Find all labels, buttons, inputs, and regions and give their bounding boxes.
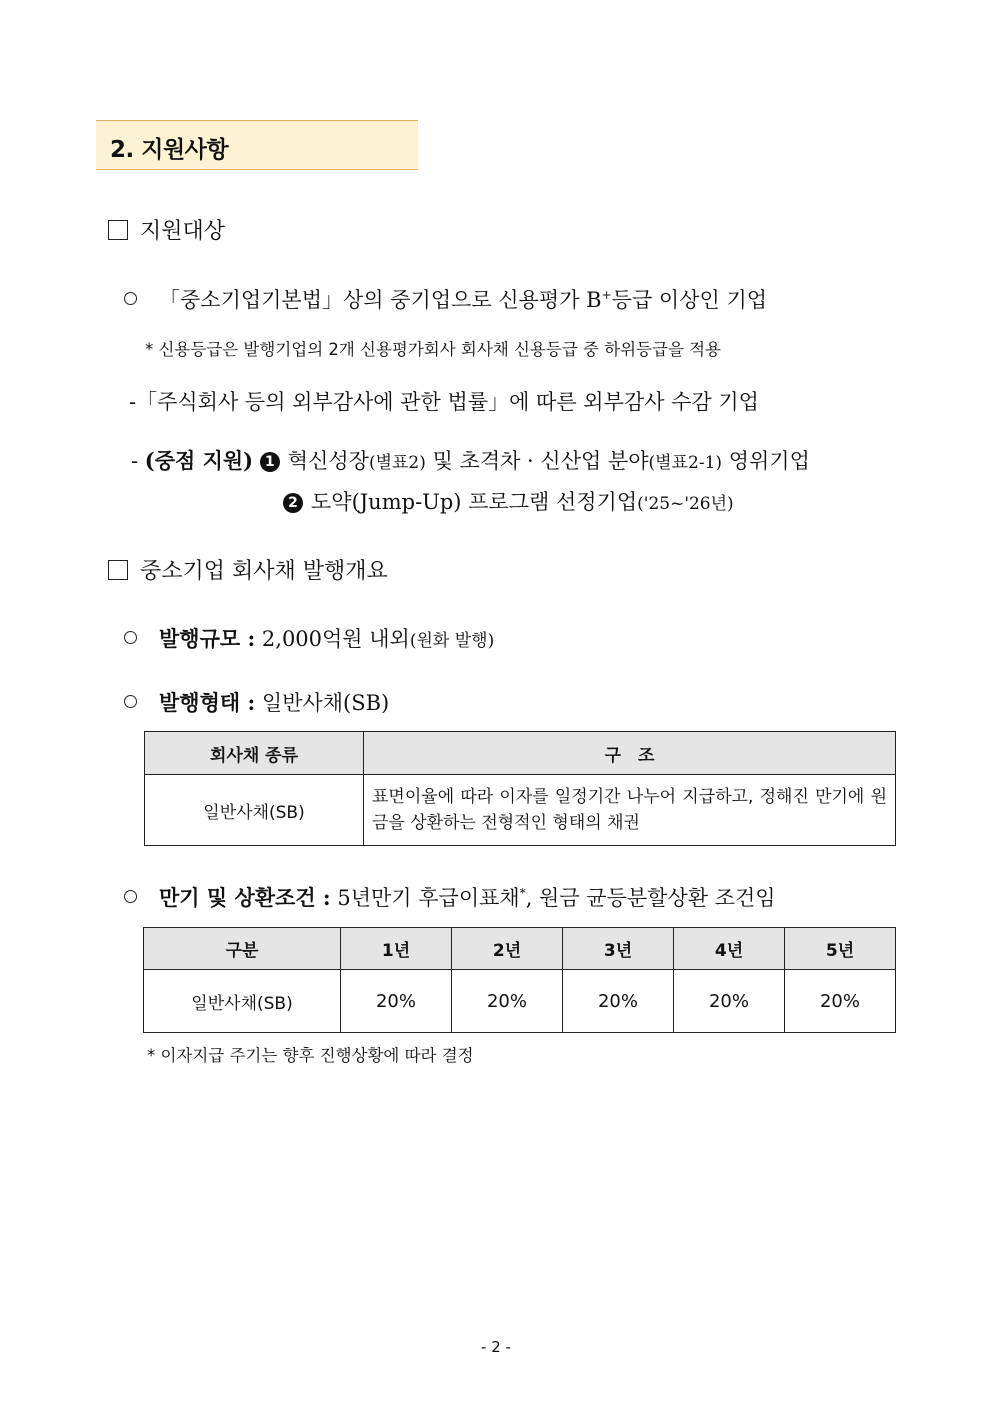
table-header: 구 조 <box>364 732 896 775</box>
circle-bullet-icon <box>124 890 137 903</box>
table-header: 회사채 종류 <box>145 732 364 775</box>
maturity-terms <box>124 882 776 912</box>
number-2-icon: 2 <box>283 493 303 513</box>
table-header: 4년 <box>674 928 785 970</box>
issue-form <box>124 687 389 717</box>
table-cell: 20% <box>452 970 563 1033</box>
table-header: 구분 <box>144 928 341 970</box>
number-1-icon: 1 <box>260 452 280 472</box>
interest-note: * 이자지급 주기는 향후 진행상황에 따라 결정 <box>147 1046 474 1065</box>
target-line-1-text: 「중소기업기본법」상의 중기업으로 신용평가 B <box>159 288 602 312</box>
target-line-1-tail: 등급 이상인 기업 <box>611 288 768 312</box>
issue-form-label: 발행형태 : <box>159 690 256 715</box>
dash: - <box>131 449 145 473</box>
issue-currency: (원화 발행) <box>409 631 495 651</box>
table-header: 2년 <box>452 928 563 970</box>
issue-form-value: 일반사채(SB) <box>261 691 390 715</box>
issue-scale <box>124 623 494 653</box>
table-cell: 일반사채(SB) <box>144 970 341 1033</box>
target-heading <box>108 214 225 245</box>
table-header: 3년 <box>563 928 674 970</box>
priority-support-label: (중점 지원) <box>144 448 254 473</box>
table-row <box>144 970 896 1033</box>
target-line-4 <box>283 486 734 516</box>
circle-bullet-icon <box>124 631 137 644</box>
maturity-value: 5년만기 후급이표채 <box>337 886 520 910</box>
appendix-2-1: (별표2-1) <box>648 453 723 473</box>
repayment-schedule-table <box>143 927 896 1033</box>
super-gap-industry: 및 초격차 · 신산업 분야 <box>425 449 649 473</box>
jump-up-program: 도약(Jump-Up) 프로그램 선정기업 <box>311 490 638 514</box>
table-cell: 20% <box>674 970 785 1033</box>
target-line-1 <box>124 284 767 314</box>
overview-heading <box>108 554 388 585</box>
overview-title: 중소기업 회사채 발행개요 <box>140 559 388 584</box>
page-number: - 2 - <box>481 1338 511 1356</box>
appendix-2: (별표2) <box>368 453 426 473</box>
table-cell: 표면이율에 따라 이자를 일정기간 나누어 지급하고, 정해진 만기에 원금을 상환하는 전형적인 형태의 채권 <box>364 775 896 846</box>
checkbox-square-icon <box>108 220 128 240</box>
footnote-mark: * <box>519 886 526 900</box>
circle-bullet-icon <box>124 292 137 305</box>
issue-scale-value: 2,000억원 내외 <box>261 627 410 651</box>
target-title: 지원대상 <box>140 219 226 244</box>
circle-bullet-icon <box>124 695 137 708</box>
bond-type-table <box>144 731 896 846</box>
maturity-label: 만기 및 상환조건 : <box>159 885 331 910</box>
table-row <box>145 775 896 846</box>
table-header: 1년 <box>341 928 452 970</box>
table-cell: 20% <box>563 970 674 1033</box>
table-header: 5년 <box>785 928 896 970</box>
repayment-terms: , 원금 균등분할상환 조건임 <box>525 886 776 910</box>
credit-note: * 신용등급은 발행기업의 2개 신용평가회사 회사채 신용등급 중 하위등급을 적용 <box>145 340 721 359</box>
table-cell: 20% <box>785 970 896 1033</box>
innovation-growth: 혁신성장 <box>287 449 369 473</box>
checkbox-square-icon <box>108 560 128 580</box>
section-heading <box>96 120 418 170</box>
issue-scale-label: 발행규모 : <box>159 626 256 651</box>
table-cell: 20% <box>341 970 452 1033</box>
program-years: ('25~'26년) <box>637 494 734 514</box>
superscript-plus: + <box>601 288 612 302</box>
business-companies: 영위기업 <box>722 449 810 473</box>
table-cell: 일반사채(SB) <box>145 775 364 846</box>
target-line-2: -「주식회사 등의 외부감사에 관한 법률」에 따른 외부감사 수감 기업 <box>129 390 759 414</box>
target-line-3 <box>131 445 810 475</box>
section-title: 2. 지원사항 <box>110 137 229 163</box>
